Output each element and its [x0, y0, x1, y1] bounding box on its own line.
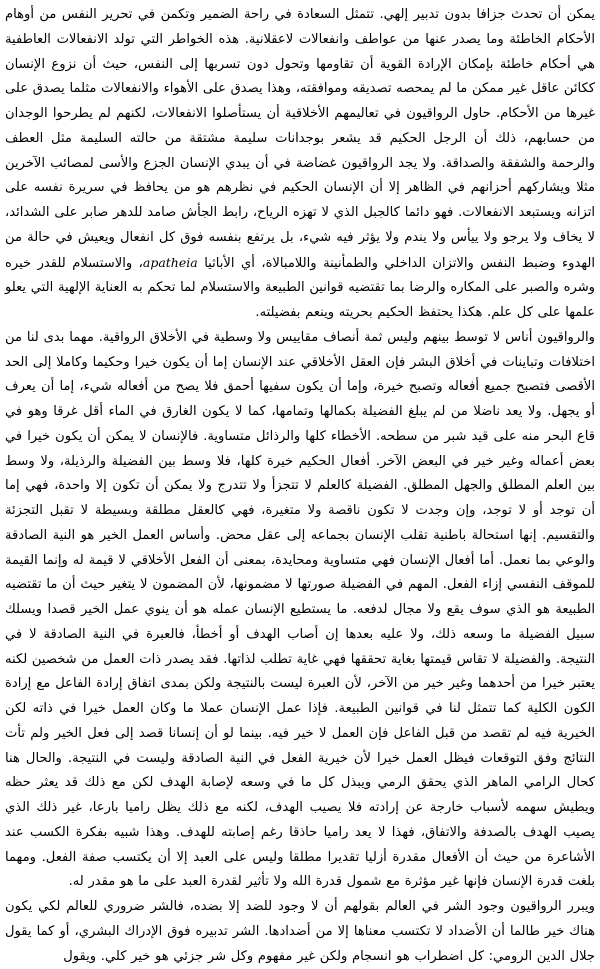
paragraph-1-text-before: يمكن أن تحدث جزافا بدون تدبير إلهي. تتمثل السعادة في راحة الضمير وتكمن في تحرير النفس من أوهام الأحكام الخاطئة وما يصدر عنها من عواطف وانفعالات لاعقلانية. هذه الخواطر التي تولد الانفعالات العاطفية هي أحكام خاطئة بإمكان الإرادة القوية أن تقاومها وتحول دون تسربها إلى النفس، حيث أن نزوع الإنسان ككائن عاقل غير ممكن ما لم يمحصه تصديقه وموافقته، وهذا يصدق على الأهواء والانفعالات مثلما يصدق على غيرها من الأحكام. حاول الرواقيون في تعاليمهم الأخلاقية أن يستأصلوا الانفعالات، لكنهم لم يطرحوا الوجدان من حسابهم، ذلك أن الرجل الحكيم قد يشعر بوجدانات سليمة مشتقة من حالته السليمة مثل العطف والرحمة والشفقة والصداقة. ولا يجد الرواقيون غضاضة في أن يبدي الإنسان الجزع والأسى لمصائب الآخرين مثلا ويشاركهم أحزانهم في الظاهر إلا أن الإنسان الحكيم في نظرهم هو من يحافظ في سريرة نفسه على اتزانه ويستبعد الانفعالات. فهو دائما كالجبل الذي لا تهزه الرياح، رابط الجأش صامد للدهر صابر على الشدائد، لا يخاف ولا يرجو ولا ييأس ولا يندم ولا يؤثر فيه شيء، بل يرتفع بنفسه فوق كل انفعال ويعيش في حالة من الهدوء وضبط النفس والاتزان الداخلي والطمأنينة واللامبالاة، أي الأباثيا: [5, 7, 596, 271]
paragraph-evil-justification: ويبرر الرواقيون وجود الشر في العالم بقولهم أن لا وجود للضد إلا بضده، فالشر ضروري للعالم لكي يكون هناك خير طالما أن الأضداد لا تكتسب معناها إلا من أضدادها. الشر تدبيره فوق الإدراك البشري، أو كما يقول جلال الدين الرومي: كل اضطراب هو انسجام ولكن غير مفهوم وكل شر جزئي هو خير كلي. ويقول: [5, 899, 595, 964]
paragraph-happiness-apatheia: [5, 3, 595, 326]
paragraph-1-text-after: ، والاستسلام للقدر خيره وشره والصبر على المكاره والرضا بما تقتضيه قوانين الطبيعة والاستسلام لما تحكم به العناية الإلهية التي يعلو علمها على كل علم. هكذا يحتفظ الحكيم بحريته وينعم بفضيلته.: [5, 255, 595, 320]
latin-term-apatheia: apatheia: [142, 254, 198, 270]
paragraph-virtue-no-middle: والرواقيون أناس لا توسط بينهم وليس ثمة أنصاف مقاييس ولا وسطية في الأخلاق الرواقية. مهما بدى لنا من اختلافات وتباينات في أخلاق البشر فإن العقل الأخلاقي عند الإنسان إما أن يكون خيرا وحكيما وكاملا إلى الحد الأقصى فتصبح جميع أفعاله وتصبح خيرة، وإما أن يكون سفيها أحمق فلا يصح من أفعاله شيء، إما أن يعرف أو يجهل. ولا يعد ناضلا من لم يبلغ الفضيلة بكمالها وتمامها، كما لا يكون الغارق في الماء أقل غرقا وهو في قاع البحر منه على قيد شبر من سطحه. الأخطاء كلها والرذائل متساوية. فالإنسان لا يمكن أن يكون خيرا في بعض أعماله وغير خير في البعض الآخر. أفعال الحكيم خيرة كلها، فلا وسط بين الفضيلة والرذيلة، ولا وسط بين العلم المطلق والجهل المطلق. الفضيلة كالعلم لا تتجزأ ولا تتدرج ولا يمكن أن تكون إلا واحدة، فهي إما أن توجد أو لا توجد، وإن وجدت لا تكون ناقصة ولا متغيرة، فهي كالعقل مطلقة وبسيطة لا تقبل التجزئة والتقسيم. إنها استحالة باطنية تقلب الإنسان بجماعه إلى عقل محض. وأساس العمل الخير هو النية الصادقة والوعي بما نعمل. أما أفعال الإنسان فهي متساوية ومحايدة، بمعنى أن الفعل الأخلاقي لا قيمة له وإنما القيمة للموقف النفسي إزاء الفعل. المهم في الفضيلة صورتها لا مضمونها، لأن المضمون لا يتغير حيث أن ما تقتضيه الطبيعة هو الذي سوف يقع ولا مجال لدفعه. ما يستطيع الإنسان عمله هو أن ينوي عمل الخير قصدا ويسلك سبيل الفضيلة ما وسعه ذلك، ولا عليه بعدها إن أصاب الهدف أو أخطأ، فالعبرة في النية الصادقة لا في النتيجة. والفضيلة لا تقاس قيمتها بغاية تحققها فهي غاية تطلب لذاتها. فقد يصدر ذات العمل من شخصين لكنه يعتبر خيرا من أحدهما وغير خير من الآخر، لأن العبرة ليست بالنتيجة ولكن بمدى اتفاق إرادة الفاعل مع إرادة الكون الكلية كما تتمثل لنا في قوانين الطبيعة. فإذا عمل الإنسان عملا ما وكان العمل خيرا في ذاته لكن الخيرية فيه لم تقصد من قبل الفاعل فإن العمل لا خير فيه. بينما لو أن إنسانا قصد إلى فعل الخير ولم تأت النتائج وفق التوقعات فيظل العمل خيرا لأن خيرية الفعل في النية الصادقة وليست في النتيجة. والحال هنا كحال الرامي الماهر الذي يحقق الرمي ويبذل كل ما في وسعه لإصابة الهدف لكن مع ذلك قد يعثر حظه ويطيش سهمه لأسباب خارجة عن إرادته فلا يصيب الهدف، لكنه مع ذلك يظل راميا بارعا، غير ذلك الذي يصيب الهدف بالصدفة والاتفاق، فهذا لا يعد راميا حاذقا رغم إصابته للهدف. وهذا شبيه بفكرة الكسب عند الأشاعرة من حيث أن الأفعال مقدرة أزليا تقديرا مطلقا وليس على العبد إلا أن يكتسب صفة الفعل. ومهما بلغت قدرة الإنسان فإنها غير مؤثرة مع شمول قدرة الله ولا تأثير لقدرة العبد على ما هو مقدر له.: [5, 329, 595, 890]
